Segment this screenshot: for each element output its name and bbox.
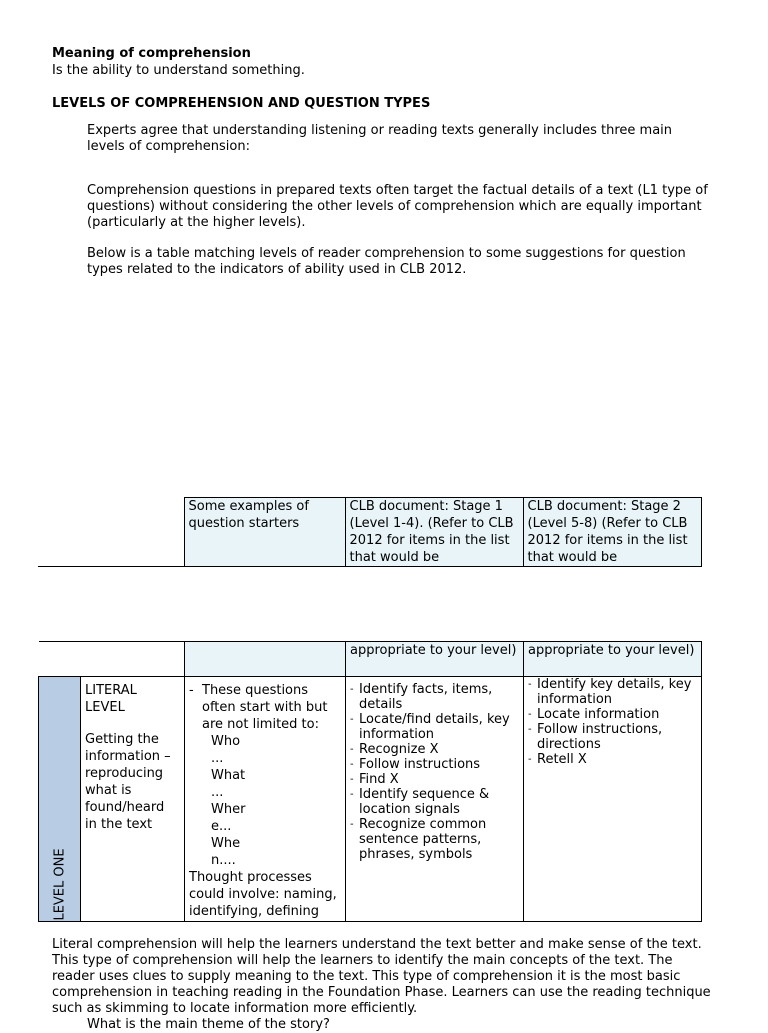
list-item: - Recognize common sentence patterns, phrases, symbols	[350, 817, 519, 862]
list-item: - Retell X	[528, 752, 697, 767]
list-item: - Recognize X	[350, 742, 519, 757]
list-item: - Identify sequence & location signals	[350, 787, 519, 817]
starter-word: Whe	[211, 836, 241, 851]
definition-text: Is the ability to understand something.	[52, 63, 305, 78]
starter-word: e...	[211, 819, 232, 834]
starter-word: Wher	[211, 802, 246, 817]
paragraph-questions: Comprehension questions in prepared texts often target the factual details of a text (L1 type of questions) without considering the other levels of comprehension which are equally important (particularly at the higher levels).	[87, 183, 708, 230]
stage1-list	[350, 682, 519, 862]
paragraph-table-intro: Below is a table matching levels of reader comprehension to some suggestions for question types related to the indicators of ability used in CLB 2012.	[87, 246, 686, 277]
list-item: - Identify key details, key information	[528, 677, 697, 707]
paragraph-literal: Literal comprehension will help the learners understand the text better and make sense of the text. This type of comprehension will help the learners to identify the main concepts of the text. The reader uses clues to supply meaning to the text. This type of comprehension it is the most basic comprehension in teaching reading in the Foundation Phase. Learners can use the reading technique such as skimming to locate information more efficiently.	[52, 937, 711, 1016]
header-stage2: CLB document: Stage 2 (Level 5-8) (Refer to CLB 2012 for items in the list that would be	[523, 498, 701, 567]
starter-word: n....	[211, 853, 236, 868]
thought-processes: Thought processes could involve: naming, identifying, defining	[189, 870, 337, 919]
question-main-theme: What is the main theme of the story?	[87, 1017, 330, 1032]
stage2-cell	[524, 677, 702, 922]
starter-word: ...	[211, 785, 224, 800]
level-one-band	[39, 677, 81, 922]
stage1-cell	[346, 677, 524, 922]
heading-meaning: Meaning of comprehension	[52, 46, 251, 61]
starter-intro: - These questions often start with but are not limited to:	[189, 683, 328, 732]
stage2-list	[528, 677, 697, 767]
literal-level-cell	[81, 677, 185, 922]
list-item: - Follow instructions, directions	[528, 722, 697, 752]
header-starters-cont	[185, 642, 346, 677]
header-stage2-cont: appropriate to your level)	[524, 642, 702, 677]
table-header-part1	[38, 497, 702, 567]
paragraph-experts: Experts agree that understanding listening or reading texts generally includes three main levels of comprehension:	[87, 123, 673, 154]
level-one-label: LEVEL ONE	[52, 848, 67, 921]
header-blank	[38, 498, 184, 567]
header-stage1: CLB document: Stage 1 (Level 1-4). (Refer to CLB 2012 for items in the list that would be	[345, 498, 523, 567]
heading-levels: LEVELS OF COMPREHENSION AND QUESTION TYPES	[52, 96, 431, 111]
table-levels	[38, 641, 702, 922]
header-stage1-cont: appropriate to your level)	[346, 642, 524, 677]
literal-level-title: LITERAL LEVEL	[85, 683, 137, 715]
list-item: - Identify facts, items, details	[350, 682, 519, 712]
literal-level-desc: Getting the information – reproducing what is found/heard in the text	[85, 732, 171, 832]
starter-word: ...	[211, 751, 224, 766]
list-item: - Find X	[350, 772, 519, 787]
starter-word: Who	[211, 734, 241, 749]
list-item: - Locate/find details, key information	[350, 712, 519, 742]
header-question-starters: Some examples of question starters	[184, 498, 345, 567]
question-starters-cell	[185, 677, 346, 922]
list-item: - Follow instructions	[350, 757, 519, 772]
list-item: - Locate information	[528, 707, 697, 722]
header-blank-cont	[39, 642, 185, 677]
starter-word: What	[211, 768, 246, 783]
